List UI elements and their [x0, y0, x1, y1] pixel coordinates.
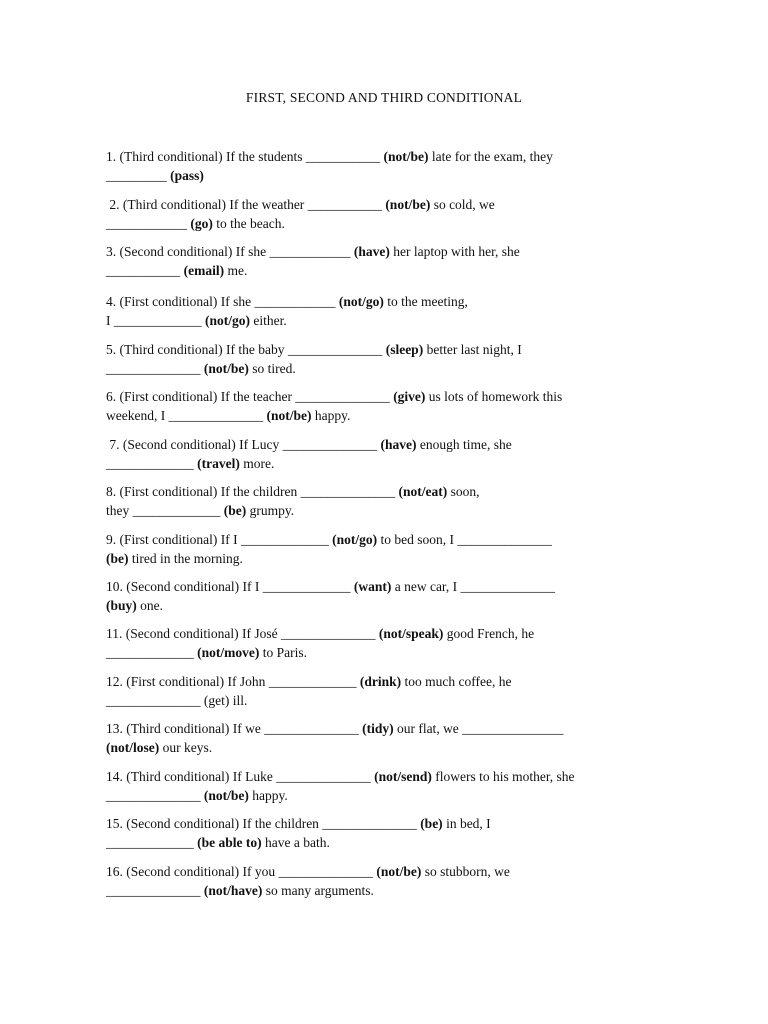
item-text: happy.: [311, 408, 351, 423]
verb-prompt: (be): [223, 503, 247, 518]
item-text: ____________: [106, 216, 191, 231]
verb-prompt: (go): [190, 216, 213, 231]
item-text: grumpy.: [246, 503, 295, 518]
verb-prompt: (not/be): [383, 149, 429, 164]
verb-prompt: (not/be): [203, 788, 249, 803]
exercise-item: [106, 292, 676, 330]
item-text: _____________: [106, 835, 198, 850]
item-text: to the meeting,: [383, 294, 468, 309]
exercise-item: [106, 195, 676, 233]
item-text: more.: [239, 456, 275, 471]
item-text: too much coffee, he: [401, 674, 512, 689]
item-text: our keys.: [159, 740, 213, 755]
worksheet-title: FIRST, SECOND AND THIRD CONDITIONAL: [245, 90, 523, 105]
verb-prompt: (email): [183, 263, 225, 278]
verb-prompt: (not/eat): [398, 484, 448, 499]
verb-prompt: (drink): [359, 674, 402, 689]
item-text: so tired.: [248, 361, 296, 376]
exercise-item: [106, 767, 676, 805]
verb-prompt: (not/go): [338, 294, 384, 309]
item-text: 13. (Third conditional) If we ______________: [106, 721, 363, 736]
item-text: 4. (First conditional) If she ____________: [106, 294, 339, 309]
item-text: to Paris.: [259, 645, 307, 660]
item-text: _________: [106, 168, 171, 183]
item-text: 11. (Second conditional) If José ______________: [106, 626, 379, 641]
item-text: 15. (Second conditional) If the children ______________: [106, 816, 421, 831]
verb-prompt: (not/have): [203, 883, 263, 898]
verb-prompt: (not/lose): [106, 740, 160, 755]
item-text: our flat, we _______________: [393, 721, 564, 736]
verb-prompt: (sleep): [385, 342, 424, 357]
exercise-item: [106, 387, 676, 425]
verb-prompt: (be able to): [197, 835, 262, 850]
item-text: _____________: [106, 456, 198, 471]
exercise-item: [106, 435, 676, 473]
item-text: her laptop with her, she: [389, 244, 520, 259]
item-text: so cold, we: [430, 197, 495, 212]
exercise-item: [106, 672, 676, 710]
verb-prompt: (not/send): [374, 769, 432, 784]
exercise-item: [106, 530, 676, 568]
item-text: ______________: [106, 361, 204, 376]
exercise-item: [106, 862, 676, 900]
exercise-item: [106, 340, 676, 378]
item-text: 12. (First conditional) If John _____________: [106, 674, 360, 689]
item-text: soon,: [447, 484, 480, 499]
item-text: ______________ (get) ill.: [106, 693, 248, 708]
item-text: 7. (Second conditional) If Lucy ______________: [106, 437, 381, 452]
item-text: 9. (First conditional) If I _____________: [106, 532, 333, 547]
item-text: ___________: [106, 263, 184, 278]
item-text: ______________: [106, 788, 204, 803]
exercise-item: [106, 814, 676, 852]
item-text: us lots of homework this: [425, 389, 563, 404]
item-text: either.: [250, 313, 287, 328]
item-text: weekend, I ______________: [106, 408, 267, 423]
verb-prompt: (tidy): [362, 721, 394, 736]
item-text: to bed soon, I ______________: [377, 532, 552, 547]
exercise-item: [106, 147, 676, 185]
item-text: happy.: [248, 788, 288, 803]
item-text: to the beach.: [212, 216, 285, 231]
item-text: 10. (Second conditional) If I _____________: [106, 579, 354, 594]
exercise-item: [106, 624, 676, 662]
item-text: in bed, I: [442, 816, 491, 831]
verb-prompt: (not/be): [376, 864, 422, 879]
verb-prompt: (not/be): [266, 408, 312, 423]
verb-prompt: (not/go): [205, 313, 250, 328]
item-text: so many arguments.: [262, 883, 374, 898]
verb-prompt: (be): [106, 551, 129, 566]
verb-prompt: (pass): [170, 168, 204, 183]
item-text: me.: [224, 263, 248, 278]
item-text: I _____________: [106, 313, 205, 328]
item-text: 6. (First conditional) If the teacher ______________: [106, 389, 394, 404]
item-text: 14. (Third conditional) If Luke ______________: [106, 769, 375, 784]
item-text: 2. (Third conditional) If the weather ___________: [106, 197, 386, 212]
verb-prompt: (give): [393, 389, 426, 404]
item-text: a new car, I ______________: [391, 579, 556, 594]
verb-prompt: (want): [353, 579, 392, 594]
item-text: late for the exam, they: [428, 149, 553, 164]
item-text: so stubborn, we: [421, 864, 510, 879]
exercise-item: [106, 242, 676, 280]
verb-prompt: (travel): [197, 456, 240, 471]
verb-prompt: (not/be): [385, 197, 431, 212]
verb-prompt: (not/go): [332, 532, 378, 547]
verb-prompt: (buy): [106, 598, 137, 613]
item-text: 5. (Third conditional) If the baby ______________: [106, 342, 386, 357]
item-text: 16. (Second conditional) If you ______________: [106, 864, 377, 879]
verb-prompt: (not/speak): [378, 626, 444, 641]
item-text: 3. (Second conditional) If she ____________: [106, 244, 354, 259]
exercise-item: [106, 577, 676, 615]
exercise-item: [106, 482, 676, 520]
verb-prompt: (have): [353, 244, 390, 259]
item-text: 1. (Third conditional) If the students ___________: [106, 149, 384, 164]
item-text: ______________: [106, 883, 204, 898]
item-text: have a bath.: [261, 835, 330, 850]
verb-prompt: (have): [380, 437, 417, 452]
item-text: one.: [136, 598, 164, 613]
item-text: enough time, she: [416, 437, 512, 452]
verb-prompt: (be): [420, 816, 443, 831]
item-text: flowers to his mother, she: [431, 769, 575, 784]
item-text: good French, he: [443, 626, 535, 641]
item-text: _____________: [106, 645, 198, 660]
verb-prompt: (not/move): [197, 645, 260, 660]
exercise-item: [106, 719, 676, 757]
item-text: 8. (First conditional) If the children ______________: [106, 484, 399, 499]
verb-prompt: (not/be): [203, 361, 249, 376]
item-text: better last night, I: [423, 342, 522, 357]
item-text: they _____________: [106, 503, 224, 518]
item-text: tired in the morning.: [128, 551, 243, 566]
